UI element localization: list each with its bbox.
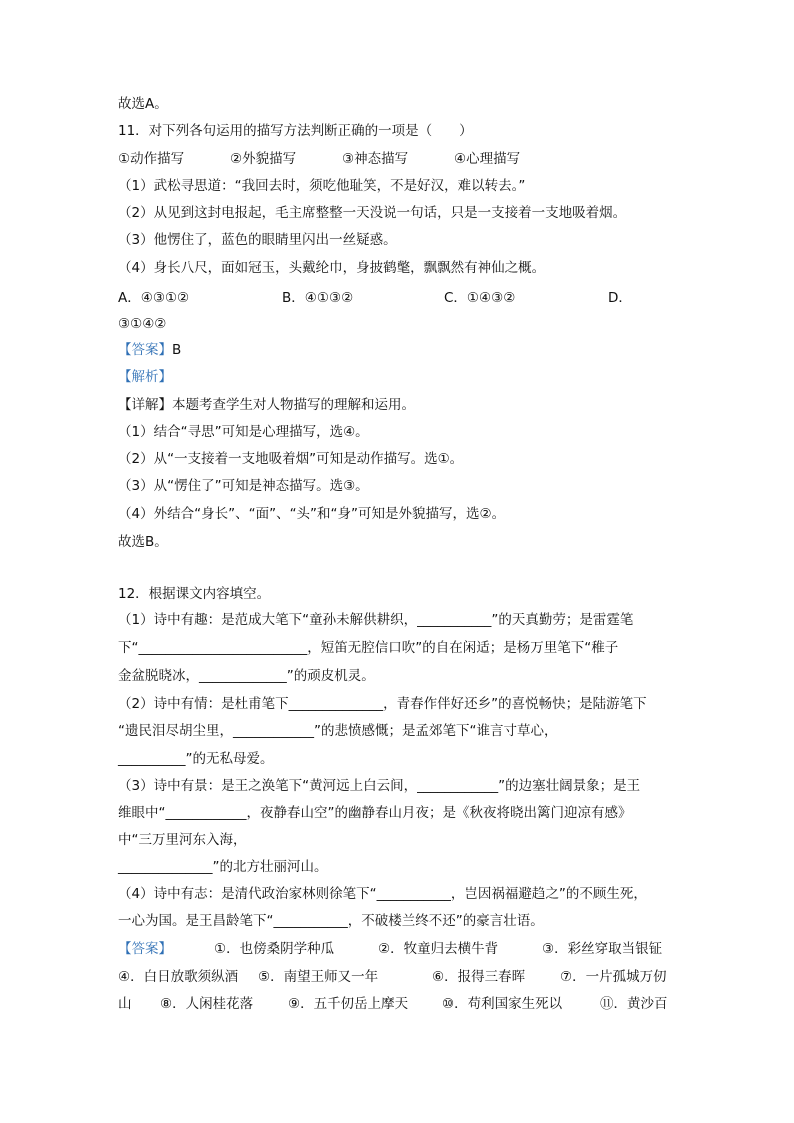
q12-line-10: ______________”的北方壮丽河山。 xyxy=(118,859,328,875)
q12-line-8: 维眼中“____________，夜静春山空”的幽静春山月夜；是《秋夜将晓出篱门迎凉有感》 xyxy=(118,805,632,821)
q11-option-d: D． xyxy=(608,290,632,306)
q11-sentence-2: （2）从见到这封电报起，毛主席整整一天没说一句话，只是一支接着一支地吸着烟。 xyxy=(118,205,627,221)
q11-method-3: ③神态描写 xyxy=(342,151,409,167)
q11-option-c: C．①④③② xyxy=(444,290,516,306)
q11-option-a: A．④③①② xyxy=(118,290,190,306)
detail-label: 【详解】 xyxy=(118,397,172,413)
q12-stem: 12．根据课文内容填空。 xyxy=(118,586,271,602)
q12-line-11: （4）诗中有志：是清代政治家林则徐笔下“___________，岂因祸福避趋之”的不顾生死， xyxy=(118,886,647,902)
q11-method-1: ①动作描写 xyxy=(118,151,185,167)
q12-line-3: 金盆脱晓冰，_____________”的顽皮机灵。 xyxy=(118,668,375,684)
q12-answer-7: ⑦．一片孤城万仞 xyxy=(560,969,667,985)
q12-answer-9: ⑨．五千仞岳上摩天 xyxy=(288,996,409,1012)
q12-answer-6: ⑥．报得三春晖 xyxy=(432,969,526,985)
q11-method-4: ④心理描写 xyxy=(454,151,521,167)
q12-answer-7-wrap: 山 xyxy=(118,996,132,1012)
detail-text: 本题考查学生对人物描写的理解和运用。 xyxy=(172,397,415,413)
q12-line-4: （2）诗中有情：是杜甫笔下______________，青春作伴好还乡”的喜悦畅快；是陆游笔下 xyxy=(118,696,647,712)
q12-answer-5: ⑤．南望王师又一年 xyxy=(258,969,379,985)
q12-line-6: __________”的无私母爱。 xyxy=(118,751,274,767)
q12-answer-10: ⑩．苟利国家生死以 xyxy=(442,996,563,1012)
q12-answer-8: ⑧．人闲桂花落 xyxy=(160,996,254,1012)
answer-value: B xyxy=(172,342,182,358)
q11-detail xyxy=(118,396,415,414)
q12-line-1: （1）诗中有趣：是范成大笔下“童孙未解供耕织，___________”的天真勤劳；是雷霆笔 xyxy=(118,612,634,628)
q11-sentence-1: （1）武松寻思道：“我回去时，须吃他耻笑，不是好汉，难以转去。” xyxy=(118,178,526,194)
q12-answer-1: ①．也傍桑阴学种瓜 xyxy=(214,941,335,957)
q12-answer-4: ④．白日放歌须纵酒 xyxy=(118,969,239,985)
q12-answer-label: 【答案】 xyxy=(118,941,172,957)
q12-answer-11: ⑪．黄沙百 xyxy=(600,996,668,1012)
q11-option-b: B．④①③② xyxy=(282,290,354,306)
q11-option-d-value: ③①④② xyxy=(118,316,167,332)
analysis-label: 【解析】 xyxy=(118,369,172,385)
q12-line-2: 下“_________________________，短笛无腔信口吹”的自在闲适；是杨万里笔下“稚子 xyxy=(118,640,619,656)
q11-conclusion: 故选B。 xyxy=(118,534,168,550)
q11-answer xyxy=(118,341,181,359)
q12-line-5: “遗民泪尽胡尘里，____________”的悲愤感慨；是孟郊笔下“谁言寸草心， xyxy=(118,723,558,739)
q11-analysis-label xyxy=(118,368,172,386)
q11-sentence-4: （4）身长八尺，面如冠玉，头戴纶巾，身披鹤氅，飘飘然有神仙之概。 xyxy=(118,260,546,276)
q11-explanation-2: （2）从“一支接着一支地吸着烟”可知是动作描写。选①。 xyxy=(118,451,464,467)
q11-explanation-4: （4）外结合“身长”、“面”、“头”和“身”可知是外貌描写，选②。 xyxy=(118,506,506,522)
q12-answer-3: ③．彩丝穿取当银钲 xyxy=(542,941,663,957)
q12-answer-2: ②．牧童归去横牛背 xyxy=(378,941,499,957)
q11-sentence-3: （3）他愣住了，蓝色的眼睛里闪出一丝疑惑。 xyxy=(118,232,397,248)
q11-method-2: ②外貌描写 xyxy=(230,151,297,167)
q11-explanation-1: （1）结合“寻思”可知是心理描写，选④。 xyxy=(118,424,369,440)
answer-label: 【答案】 xyxy=(118,342,172,358)
q11-stem: 11．对下列各句运用的描写方法判断正确的一项是（ ） xyxy=(118,123,473,139)
q11-explanation-3: （3）从“愣住了”可知是神态描写。选③。 xyxy=(118,478,369,494)
q12-line-9: 中“三万里河东入海， xyxy=(118,832,247,848)
q12-line-12: 一心为国。是王昌龄笔下“___________，不破楼兰终不还”的豪言壮语。 xyxy=(118,913,544,929)
q12-line-7: （3）诗中有景：是王之涣笔下“黄河远上白云间，____________”的边塞壮阔景象；是王 xyxy=(118,778,641,794)
q10-conclusion: 故选A。 xyxy=(118,96,168,112)
